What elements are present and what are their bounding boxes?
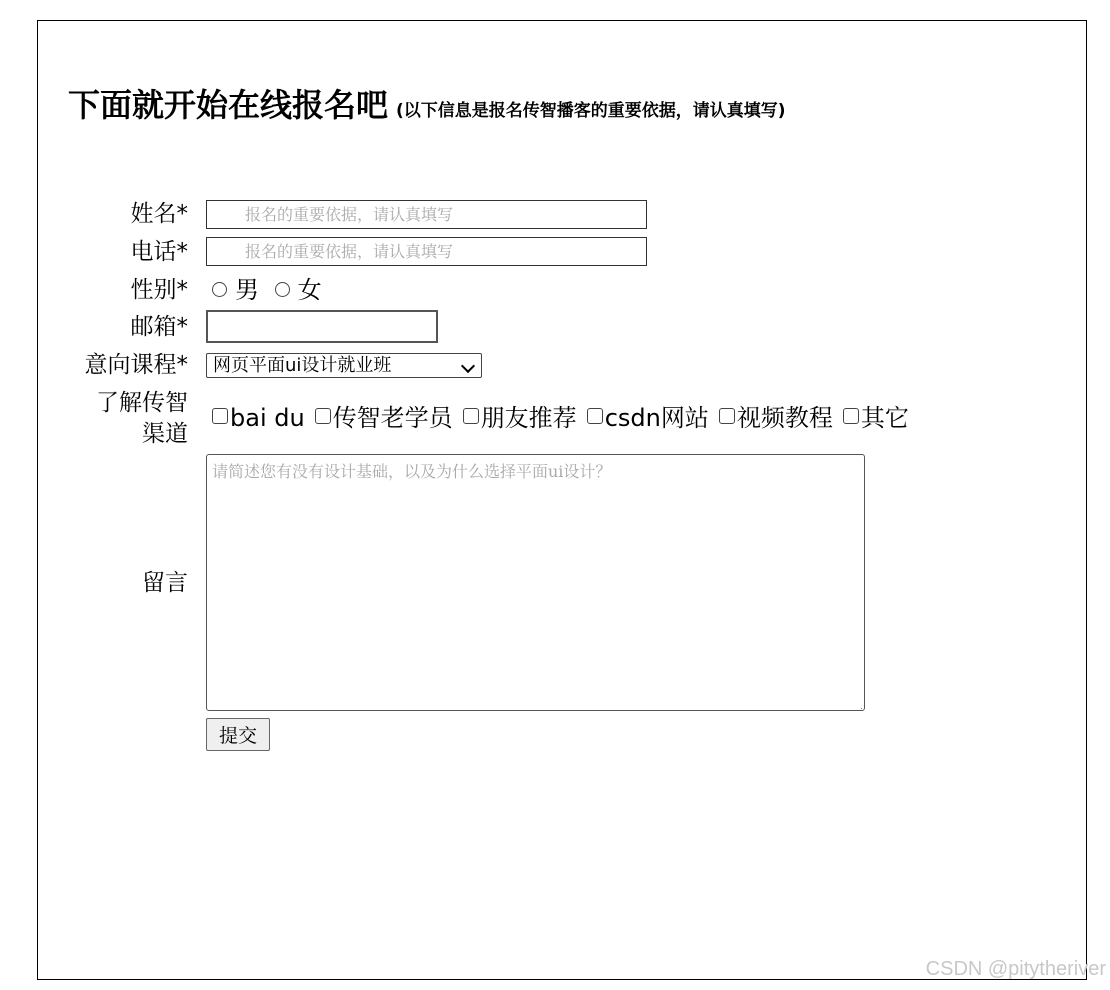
channel-checkbox-group — [212, 402, 919, 434]
phone-input[interactable] — [206, 237, 647, 266]
gender-radio-male[interactable] — [212, 282, 227, 297]
channel-label-line2: 渠道 — [142, 421, 188, 447]
channel-checkbox-csdn[interactable] — [587, 408, 603, 424]
channel-option-friend: 朋友推荐 — [480, 404, 577, 432]
channel-checkbox-other[interactable] — [843, 408, 859, 424]
channel-checkbox-friend[interactable] — [463, 408, 479, 424]
name-label: 姓名* — [130, 201, 188, 227]
channel-option-baidu: bai du — [230, 404, 305, 432]
channel-checkbox-alumni[interactable] — [315, 408, 331, 424]
gender-radio-female[interactable] — [275, 282, 290, 297]
gender-option-male: 男 — [235, 276, 259, 304]
gender-label: 性别* — [130, 277, 188, 303]
channel-option-csdn: csdn网站 — [604, 404, 709, 432]
watermark: CSDN @pitytheriver — [925, 958, 1106, 980]
channel-option-video: 视频教程 — [736, 404, 833, 432]
channel-checkbox-video[interactable] — [719, 408, 735, 424]
page-title-row — [68, 80, 786, 126]
channel-label-line1: 了解传智 — [96, 390, 188, 416]
resize-grip-icon[interactable] — [850, 697, 862, 709]
name-input[interactable] — [206, 200, 647, 229]
message-label: 留言 — [142, 570, 188, 596]
email-field[interactable] — [206, 310, 438, 343]
phone-label: 电话* — [130, 239, 188, 265]
gender-radio-group — [212, 274, 330, 306]
course-label: 意向课程* — [84, 352, 188, 378]
page-subtitle: (以下信息是报名传智播客的重要依据，请认真填写) — [396, 101, 786, 121]
channel-option-alumni: 传智老学员 — [332, 404, 453, 432]
channel-option-other: 其它 — [860, 404, 909, 432]
channel-checkbox-baidu[interactable] — [212, 408, 228, 424]
course-select[interactable] — [206, 353, 482, 378]
chevron-down-icon — [461, 359, 475, 373]
submit-button[interactable]: 提交 — [206, 718, 270, 751]
gender-option-female: 女 — [297, 276, 322, 304]
message-textarea[interactable] — [206, 454, 865, 711]
email-label: 邮箱* — [130, 314, 188, 340]
page-title: 下面就开始在线报名吧 — [68, 86, 389, 124]
course-select-value: 网页平面ui设计就业班 — [213, 355, 392, 376]
